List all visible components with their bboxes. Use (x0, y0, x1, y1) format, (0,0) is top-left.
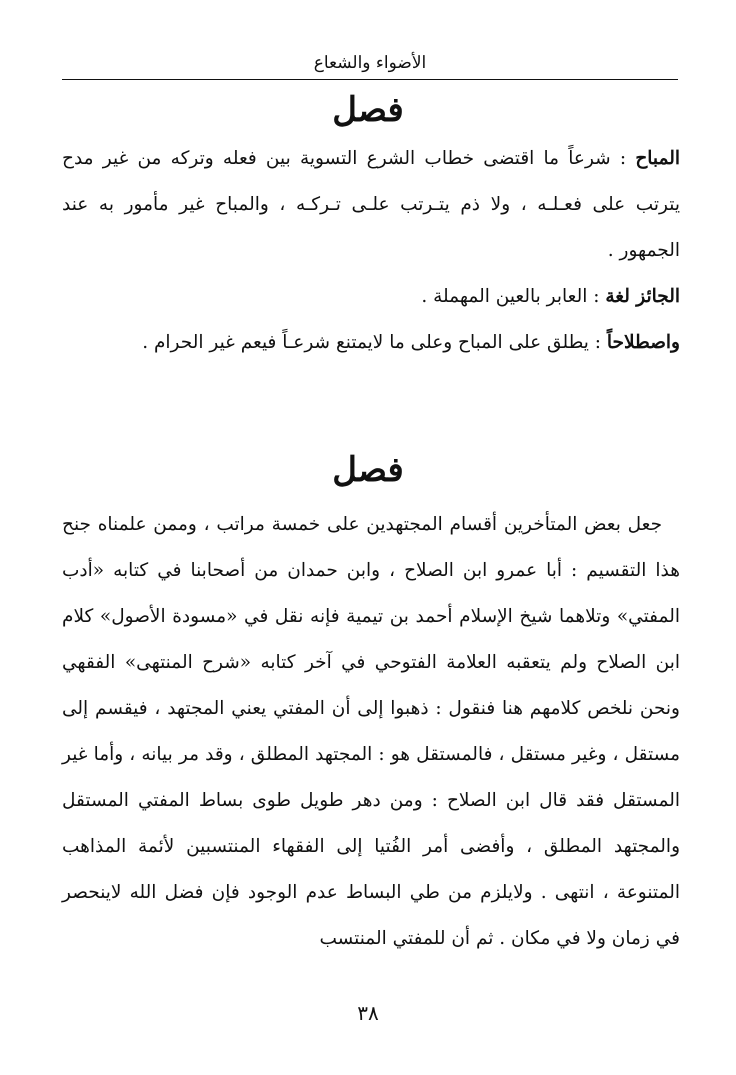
section-title-1-text: فصل (332, 90, 404, 130)
istilah-text: : يطلق على المباح وعلى ما لايمتنع شرعـاً فيعم غير الحرام . (142, 332, 602, 353)
header-rule (62, 79, 678, 80)
section-2-body (62, 502, 680, 962)
section-1-body (62, 136, 680, 366)
jaiz-text: : العابر بالعين المهملة . (421, 286, 600, 307)
mubah-term: المباح (635, 148, 680, 169)
jaiz-definition (62, 274, 680, 320)
running-header: الأضواء والشعاع (313, 53, 427, 73)
section-title-1 (0, 88, 736, 132)
istilah-definition (62, 320, 680, 366)
jaiz-term: الجائز لغة (605, 286, 680, 307)
mubah-definition (62, 136, 680, 274)
section-title-2 (0, 448, 736, 492)
section-2-paragraph: جعل بعض المتأخرين أقسام المجتهدين على خمسة مراتب ، وممن علمناه جنح هذا التقسيم : أبا عمرو ابن الصلاح ، وابن حمدان من أصحابنا في كتابه «أدب المفتي» وتلاهما شيخ الإسلام أحمد بن تيمية فإنه نقل في «مسودة الأصول» كلام ابن الصلاح ولم يتعقبه العلامة الفتوحي في آخر كتابه «شرح المنتهى» الفقهي ونحن نلخص كلامهم هنا فنقول : ذهبوا إلى أن المفتي يعني المجتهد ، فيقسم إلى مستقل ، وغير مستقل ، فالمستقل هو : المجتهد المطلق ، وقد مر بيانه ، وأما غير المستقل فقد قال ابن الصلاح : ومن دهر طويل طوى بساط المفتي المستقل والمجتهد المطلق ، وأفضى أمر الفُتيا إلى الفقهاء المنتسبين لأئمة المذاهب المتنوعة ، انتهى . ولايلزم من طي البساط عدم الوجود فإن فضل الله لاينحصر في زمان ولا في مكان . ثم أن للمفتي المنتسب (62, 514, 680, 949)
section-title-2-text: فصل (332, 450, 404, 490)
page-number: ٣٨ (357, 1001, 379, 1025)
mubah-text: : شرعاً ما اقتضى خطاب الشرع التسوية بين فعله وتركه من غير مدح يترتب على فعـلـه ، ولا ذم يتـرتب علـى تـركـه ، والمباح غير مأمور به عند الجمهور . (62, 148, 680, 261)
istilah-term: واصطلاحاً (606, 332, 680, 353)
